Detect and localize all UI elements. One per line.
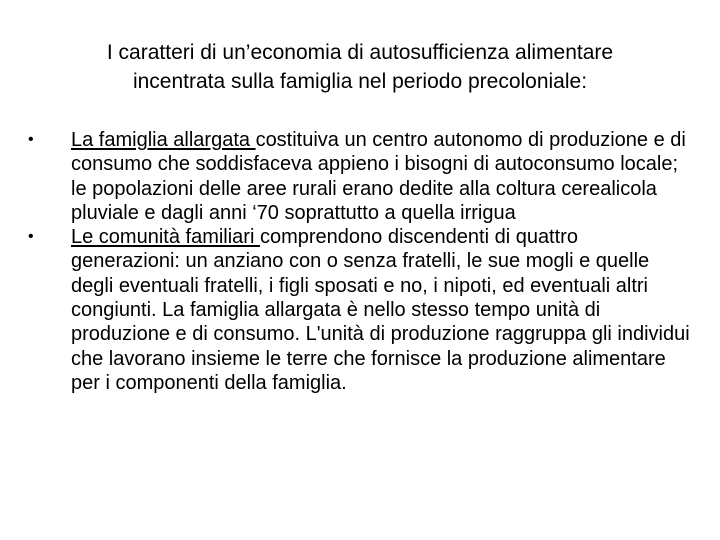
bullet-marker: • xyxy=(28,131,34,148)
bullet-list xyxy=(22,128,690,395)
slide-title-line-2: incentrata sulla famiglia nel periodo precoloniale: xyxy=(132,70,588,93)
slide-title xyxy=(30,38,690,96)
bullet-text: costituiva un centro autonomo di produzione e di consumo che soddisfaceva appieno i bisogni di autoconsumo locale; le popolazioni delle aree rurali erano dedite alla coltura cerealicola pluviale e dagli anni ‘70 soprattutto a quella irrigua xyxy=(71,129,686,224)
bullet-item-famiglia-allargata xyxy=(22,128,690,225)
bullet-term: La famiglia allargata xyxy=(71,129,256,151)
slide-title-line-1: I caratteri di un’economia di autosufficienza alimentare xyxy=(106,41,614,64)
bullet-text: comprendono discendenti di quattro generazioni: un anziano con o senza fratelli, le sue mogli e quelle degli eventuali fratelli, i figli sposati e no, i nipoti, ed eventuali altri congiunti. La famiglia allargata è nello stesso tempo unità di produzione e di consumo. L'unità di produzione raggruppa gli individui che lavorano insieme le terre che fornisce la produzione alimentare per i componenti della famiglia. xyxy=(71,226,690,394)
bullet-item-comunita-familiari xyxy=(22,225,690,395)
bullet-marker: • xyxy=(28,228,34,246)
bullet-term: Le comunità familiari xyxy=(71,226,260,249)
